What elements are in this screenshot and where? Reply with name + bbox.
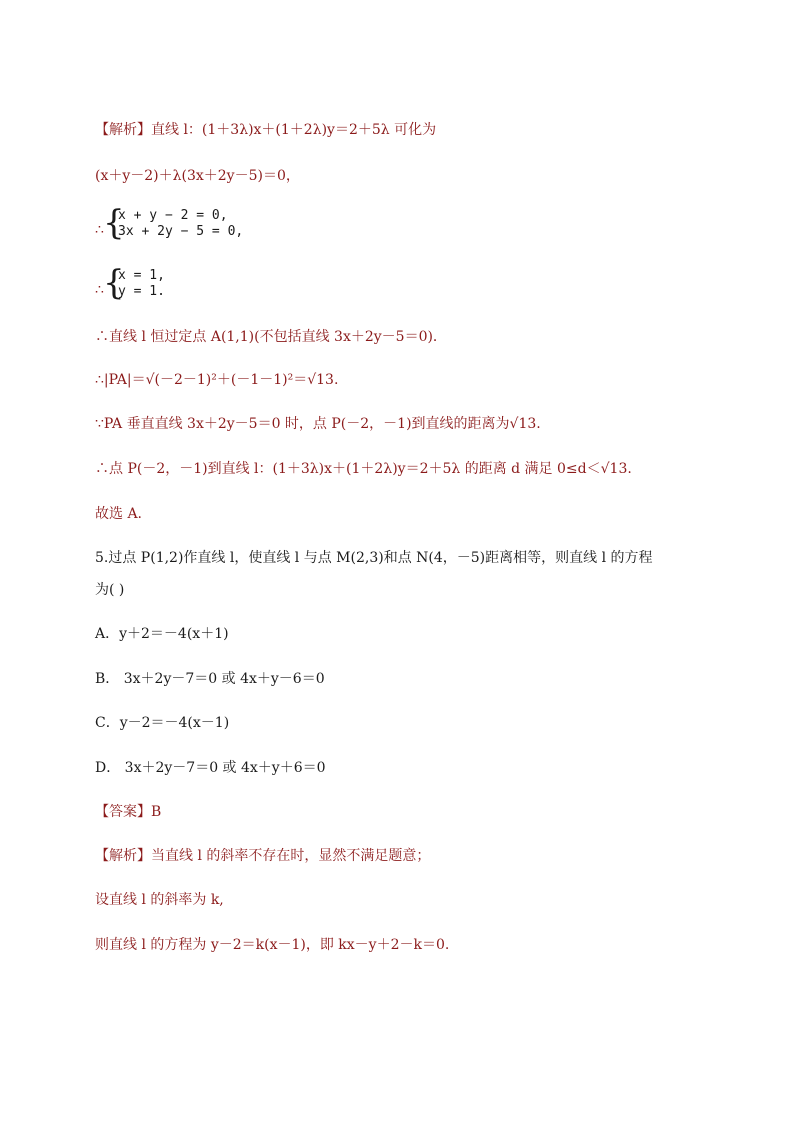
option-a: A．y＋2＝－4(x＋1) — [95, 626, 229, 642]
choose-a-line: 故选 A. — [95, 506, 143, 522]
fixed-point-line: ∴直线 l 恒过定点 A(1,1)(不包括直线 3x＋2y－5＝0)． — [95, 329, 447, 345]
distance-pa-line: ∴|PA|＝√(－2－1)²＋(－1－1)²＝√13. — [95, 372, 339, 388]
system-1-row-1: x + y − 2 = 0, — [118, 208, 228, 223]
question-5-line-2: 为( ) — [95, 582, 125, 598]
option-c: C．y－2＝－4(x－1) — [95, 715, 230, 731]
distance-range-line: ∴点 P(－2，－1)到直线 l：(1＋3λ)x＋(1＋2λ)y＝2＋5λ 的距离 d 满足 0≤d＜√13. — [95, 461, 632, 477]
solution-line-3: 则直线 l 的方程为 y－2＝k(x－1)，即 kx－y＋2－k＝0. — [95, 937, 450, 953]
therefore-symbol-2: ∴ — [95, 282, 104, 298]
option-b: B． 3x＋2y－7＝0 或 4x＋y－6＝0 — [95, 671, 325, 687]
analysis-line-1 — [95, 120, 436, 140]
system-1-row-2: 3x + 2y − 5 = 0, — [118, 224, 244, 239]
system-eq-2 — [118, 268, 165, 300]
answer-value: B — [151, 804, 162, 820]
therefore-symbol-1: ∴ — [95, 222, 104, 238]
left-brace-1: { — [103, 203, 125, 243]
equation-line-2: (x＋y－2)＋λ(3x＋2y－5)＝0， — [95, 168, 300, 184]
question-5-line-1: 5.过点 P(1,2)作直线 l，使直线 l 与点 M(2,3)和点 N(4，－5)距离相等，则直线 l 的方程 — [95, 550, 653, 566]
system-2-row-1: x = 1, — [118, 268, 165, 283]
solution-line-1 — [95, 846, 430, 866]
system-2-row-2: y = 1. — [118, 284, 165, 299]
perpendicular-line: ∵PA 垂直直线 3x＋2y－5＝0 时，点 P(－2，－1)到直线的距离为√13. — [95, 416, 541, 432]
answer-tag: 【答案】 — [95, 804, 151, 820]
left-brace-2: { — [103, 263, 125, 303]
solution-text-1: 当直线 l 的斜率不存在时，显然不满足题意； — [151, 848, 431, 864]
option-d: D． 3x＋2y－7＝0 或 4x＋y＋6＝0 — [95, 760, 326, 776]
answer-line — [95, 802, 161, 822]
analysis-text: 直线 l：(1＋3λ)x＋(1＋2λ)y＝2＋5λ 可化为 — [151, 122, 437, 138]
solution-line-2: 设直线 l 的斜率为 k, — [95, 892, 224, 908]
system-eq-1 — [118, 208, 243, 240]
solution-tag: 【解析】 — [95, 848, 151, 864]
analysis-tag: 【解析】 — [95, 122, 151, 138]
